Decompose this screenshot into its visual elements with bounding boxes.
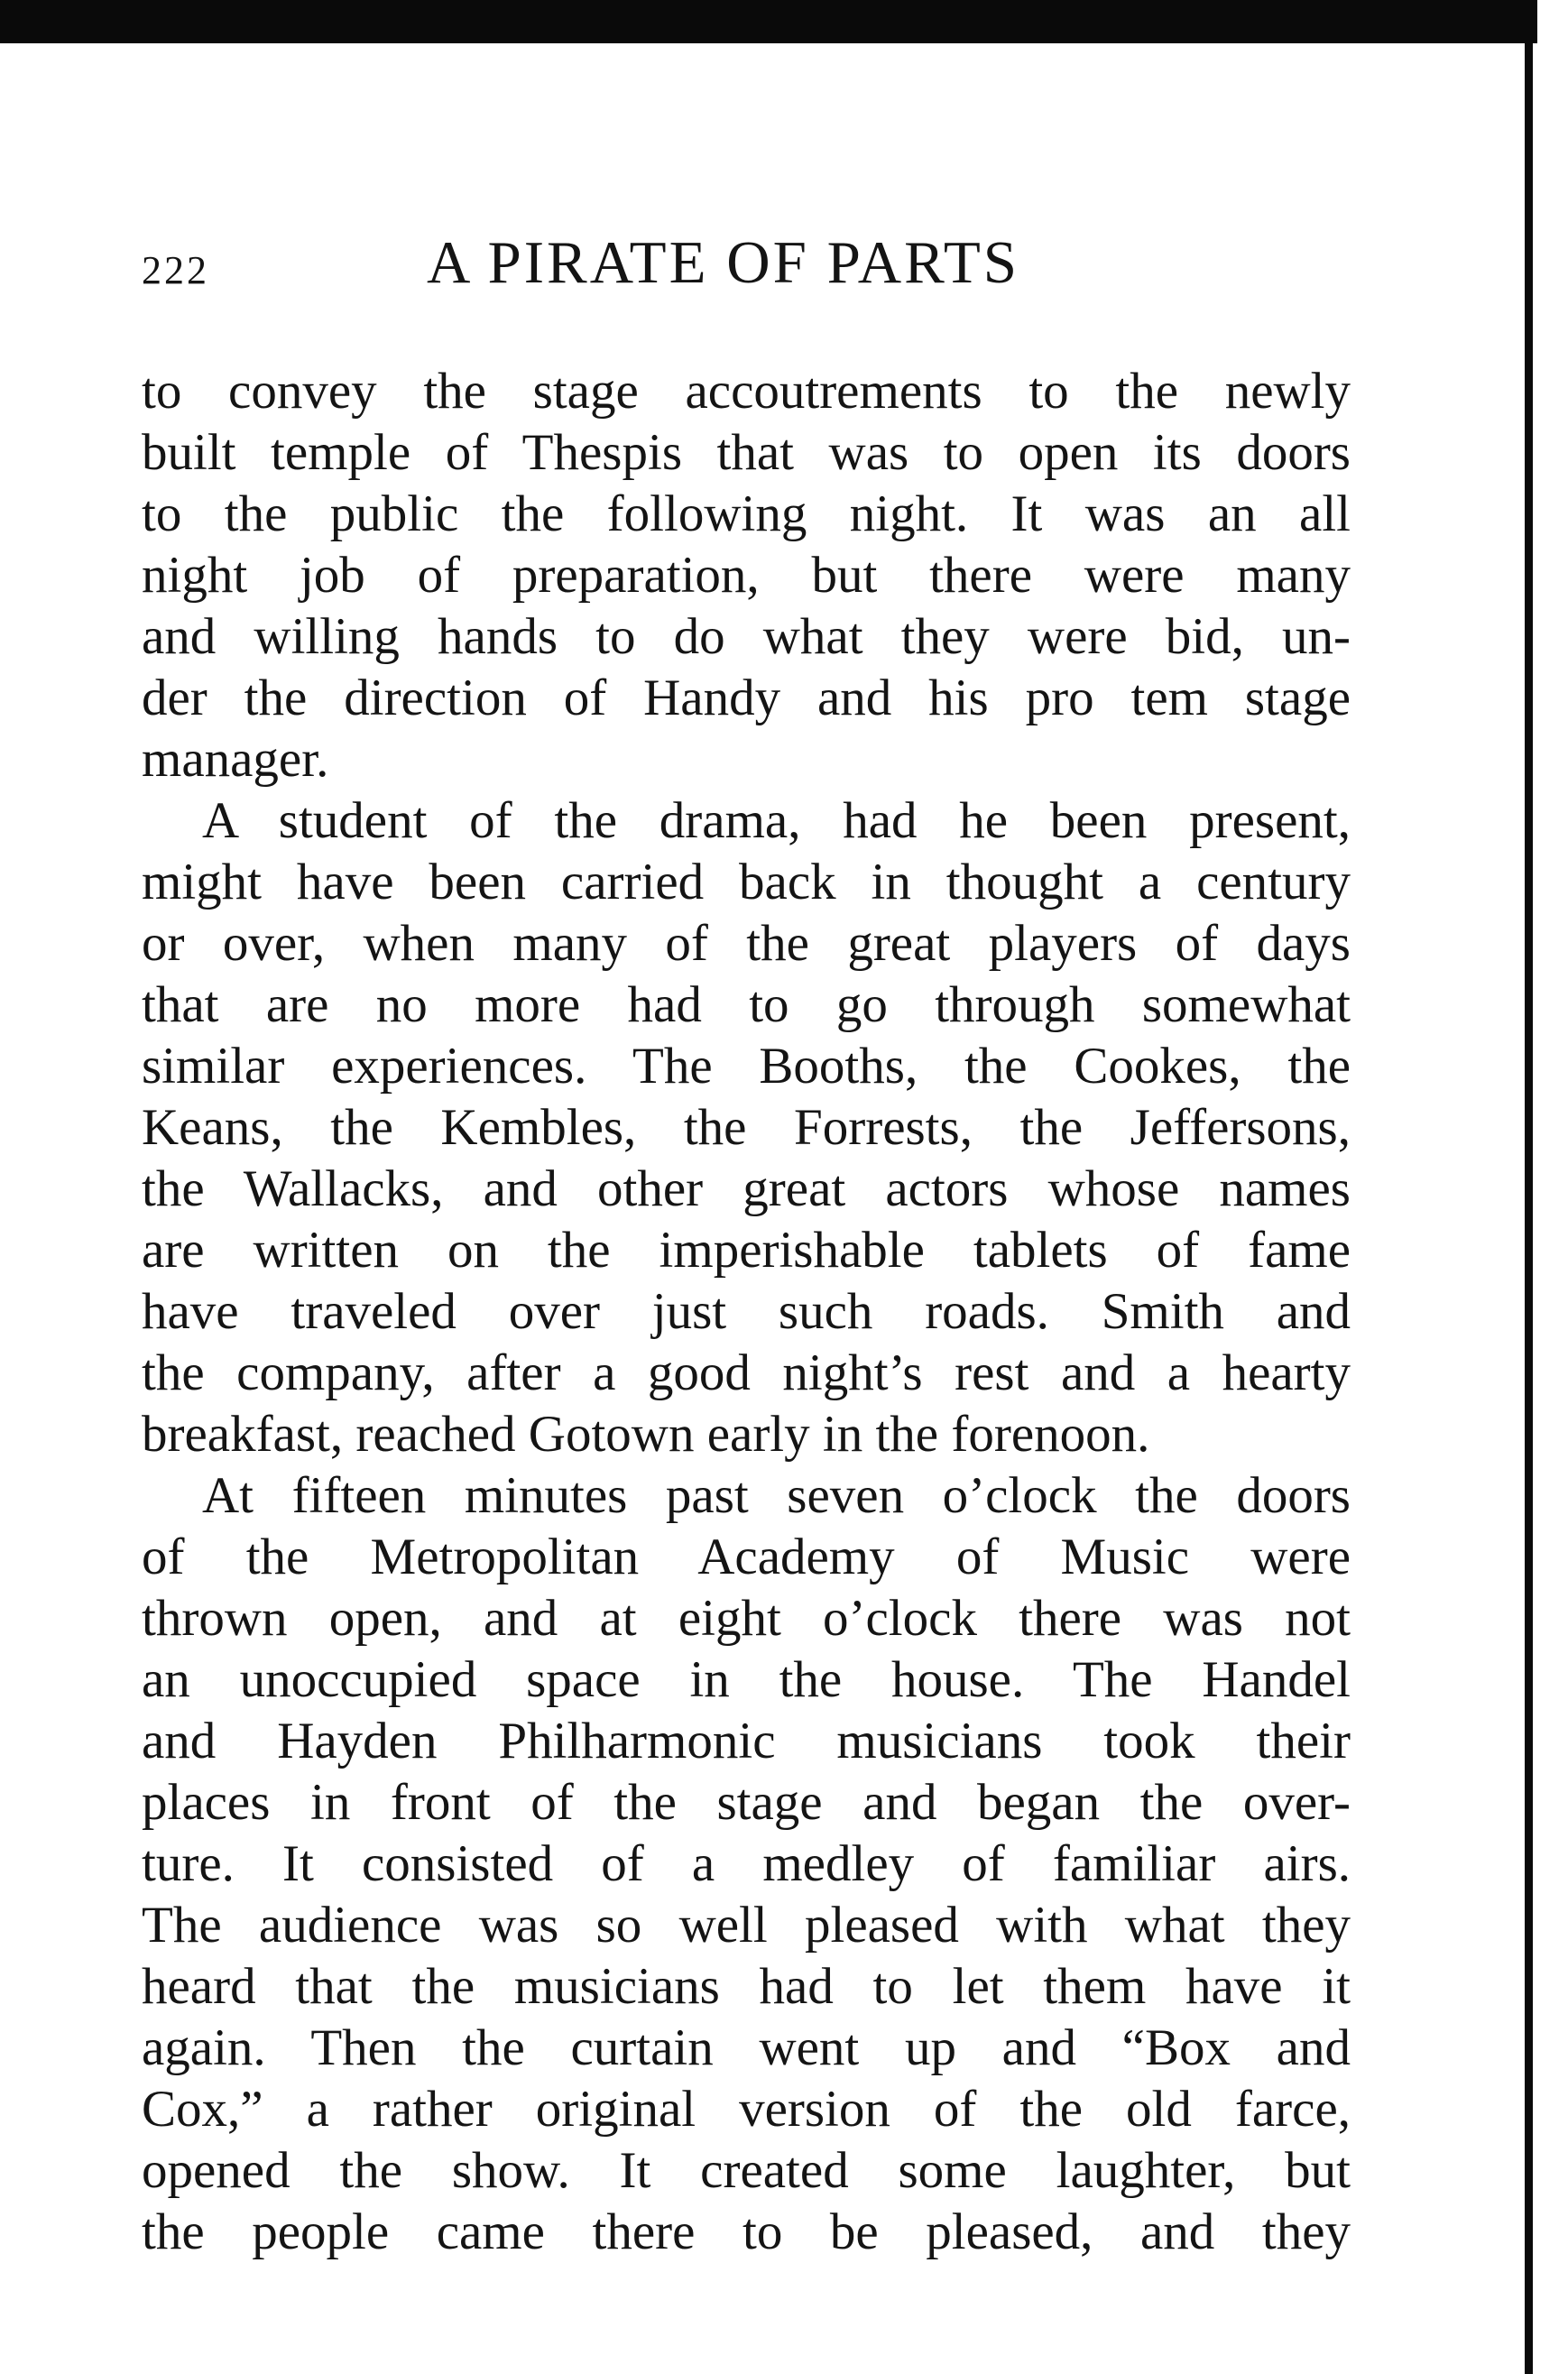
text-line: might have been carried back in thought a century: [142, 854, 1351, 910]
text-line: opened the show. It created some laughter, but: [142, 2142, 1351, 2199]
paragraph: [142, 361, 1351, 790]
text-line: similar experiences. The Booths, the Cookes, the: [142, 1038, 1351, 1095]
text-line: manager.: [142, 731, 329, 788]
page-header: [142, 229, 1351, 305]
text-line: and Hayden Philharmonic musicians took their: [142, 1713, 1351, 1769]
text-line: places in front of the stage and began the over-: [142, 1774, 1351, 1831]
text-line: night job of preparation, but there were many: [142, 547, 1351, 604]
text-line: A student of the drama, had he been present,: [202, 792, 1351, 849]
paragraph: [142, 790, 1351, 1465]
text-line: Keans, the Kembles, the Forrests, the Jeffersons,: [142, 1099, 1351, 1156]
text-line: The audience was so well pleased with what they: [142, 1897, 1351, 1954]
text-line: At fifteen minutes past seven o’clock the doors: [202, 1467, 1351, 1524]
text-line: breakfast, reached Gotown early in the forenoon.: [142, 1406, 1150, 1463]
text-line: built temple of Thespis that was to open its doors: [142, 424, 1351, 481]
text-line: heard that the musicians had to let them have it: [142, 1958, 1351, 2015]
text-line: Cox,” a rather original version of the old farce,: [142, 2081, 1351, 2138]
text-line: der the direction of Handy and his pro tem stage: [142, 670, 1351, 726]
text-line: and willing hands to do what they were bid, un-: [142, 608, 1351, 665]
text-line: the company, after a good night’s rest and a hearty: [142, 1344, 1351, 1401]
page-number: 222: [142, 248, 209, 292]
text-line: to convey the stage accoutrements to the newly: [142, 363, 1351, 420]
text-line: ture. It consisted of a medley of familiar airs.: [142, 1835, 1351, 1892]
text-line: to the public the following night. It was an all: [142, 485, 1351, 542]
text-line: the people came there to be pleased, and they: [142, 2203, 1351, 2260]
text-line: thrown open, and at eight o’clock there was not: [142, 1590, 1351, 1647]
text-line: are written on the imperishable tablets of fame: [142, 1222, 1351, 1279]
text-line: have traveled over just such roads. Smith and: [142, 1283, 1351, 1340]
paragraph: [142, 1465, 1351, 2263]
text-line: or over, when many of the great players of days: [142, 915, 1351, 972]
text-line: that are no more had to go through somewhat: [142, 976, 1351, 1033]
text-line: again. Then the curtain went up and “Box and: [142, 2019, 1351, 2076]
text-line: of the Metropolitan Academy of Music were: [142, 1529, 1351, 1585]
scan-right-edge: [1525, 0, 1533, 2374]
running-title: A PIRATE OF PARTS: [427, 229, 1020, 296]
text-line: an unoccupied space in the house. The Handel: [142, 1651, 1351, 1708]
body-text: [142, 361, 1351, 2263]
scan-top-edge: [0, 0, 1537, 43]
text-line: the Wallacks, and other great actors whose names: [142, 1160, 1351, 1217]
